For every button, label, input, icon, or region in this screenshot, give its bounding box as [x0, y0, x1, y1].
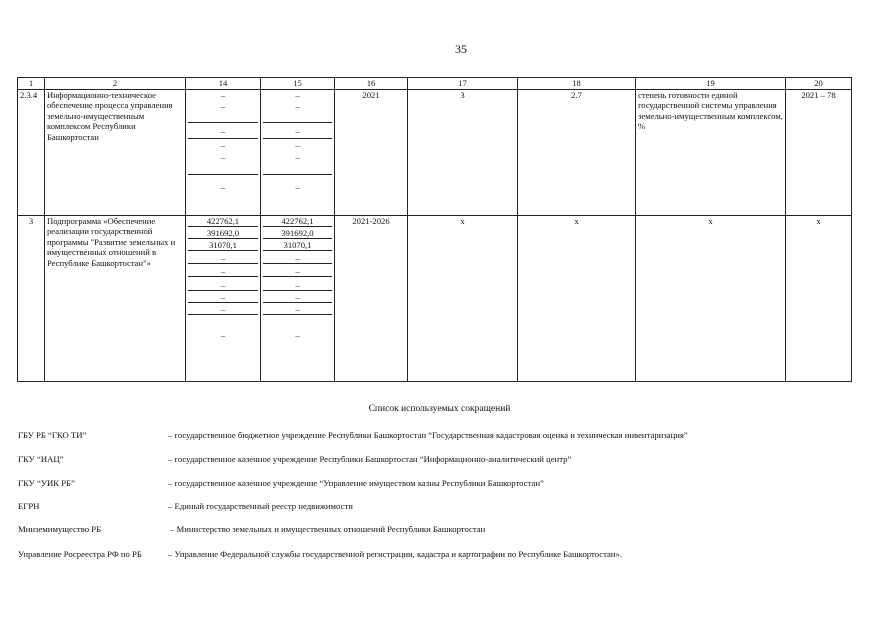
col14-cell	[186, 215, 261, 381]
col20-value: 2021 – 78	[786, 89, 852, 215]
col18-value: х	[518, 215, 636, 381]
col17-value: х	[408, 215, 518, 381]
col14-value: –	[188, 253, 258, 264]
table-row	[18, 215, 852, 381]
col15-value: –	[295, 151, 300, 162]
col20-value: х	[786, 215, 852, 381]
col14-cell	[186, 89, 261, 215]
col-header-17: 17	[408, 78, 518, 90]
col15-cell	[261, 215, 335, 381]
col14-value: –	[220, 329, 226, 340]
col14-value: 422762,1	[188, 216, 258, 227]
col14-value: –	[188, 280, 258, 291]
col14-value: –	[188, 266, 258, 277]
col14-value: –	[188, 304, 258, 315]
row-name: Подпрограмма «Обеспечение реализации государственной программы "Развитие земельных и имущественных отношений в Республике Башкортостан"»	[45, 215, 186, 381]
col14-value: –	[220, 89, 226, 100]
col14-value: –	[220, 181, 226, 192]
header-row	[18, 78, 852, 90]
page-number: 35	[455, 42, 467, 56]
abbreviation-definition: – Единый государственный реестр недвижимости	[168, 501, 353, 511]
abbreviation-definition: – государственное казенное учреждение “Управление имуществом казны Республики Башкортостан”	[168, 478, 544, 488]
abbreviation-term: ГКУ “УИК РБ”	[18, 478, 75, 488]
col16-value: 2021-2026	[335, 215, 408, 381]
col18-value: 2.7	[518, 89, 636, 215]
abbreviation-definition: – государственное бюджетное учреждение Республики Башкортостан “Государственная кадастровая оценка и техническая инвентаризация”	[168, 430, 688, 440]
abbreviation-term: Минземимущество РБ	[18, 524, 102, 534]
col15-value: –	[295, 89, 300, 100]
col19-value: степень готовности единой государственной системы управления земельно-имущественным комплексом, %	[636, 89, 786, 215]
row-name: Информационно-техническое обеспечение процесса управления земельно-имущественным комплексом Республики Башкортостан	[45, 89, 186, 215]
col15-value: –	[263, 292, 332, 303]
col15-value: –	[295, 329, 300, 340]
col14-value: –	[220, 100, 226, 111]
abbreviation-term: Управление Росреестра РФ по РБ	[18, 549, 142, 559]
col16-value: 2021	[335, 89, 408, 215]
col14-value: –	[220, 151, 226, 162]
row-number: 2.3.4	[18, 89, 45, 215]
abbreviation-term: ГКУ “ИАЦ”	[18, 454, 64, 464]
col15-value: –	[263, 304, 332, 315]
col15-value: –	[263, 253, 332, 264]
col15-value: –	[295, 181, 300, 192]
col-header-19: 19	[636, 78, 786, 90]
col15-value: –	[263, 266, 332, 277]
col-header-1: 1	[18, 78, 45, 90]
col17-value: 3	[408, 89, 518, 215]
col19-value: х	[636, 215, 786, 381]
program-table	[17, 77, 852, 382]
abbreviation-definition: – государственное казенное учреждение Республики Башкортостан “Информационно-аналитический центр”	[168, 454, 572, 464]
row-number: 3	[18, 215, 45, 381]
col15-value: 422762,1	[263, 216, 332, 227]
col15-value: –	[295, 100, 300, 111]
abbreviation-term: ГБУ РБ “ГКО ТИ”	[18, 430, 87, 440]
col-header-20: 20	[786, 78, 852, 90]
col15-value: –	[263, 280, 332, 291]
table-row	[18, 89, 852, 215]
col14-value: –	[220, 139, 226, 150]
abbreviation-definition: – Управление Федеральной службы государственной регистрации, кадастра и картографии по Республике Башкортостан».	[168, 549, 623, 559]
col14-value: –	[188, 292, 258, 303]
col15-value: 31070,1	[263, 240, 332, 251]
col15-cell	[261, 89, 335, 215]
col14-value: 391692,0	[188, 228, 258, 239]
col14-value: 31070,1	[188, 240, 258, 251]
col-header-14: 14	[186, 78, 261, 90]
abbreviation-definition: – Министерство земельных и имущественных отношений Республики Башкортостан	[170, 524, 486, 534]
col-header-18: 18	[518, 78, 636, 90]
col15-value: 391692,0	[263, 228, 332, 239]
col15-value: –	[295, 125, 300, 136]
col-header-16: 16	[335, 78, 408, 90]
col-header-2: 2	[45, 78, 186, 90]
abbreviations-title: Список используемых сокращений	[368, 404, 511, 414]
col15-value: –	[295, 139, 300, 150]
abbreviation-term: ЕГРН	[18, 501, 40, 511]
col14-value: –	[220, 125, 226, 136]
col-header-15: 15	[261, 78, 335, 90]
